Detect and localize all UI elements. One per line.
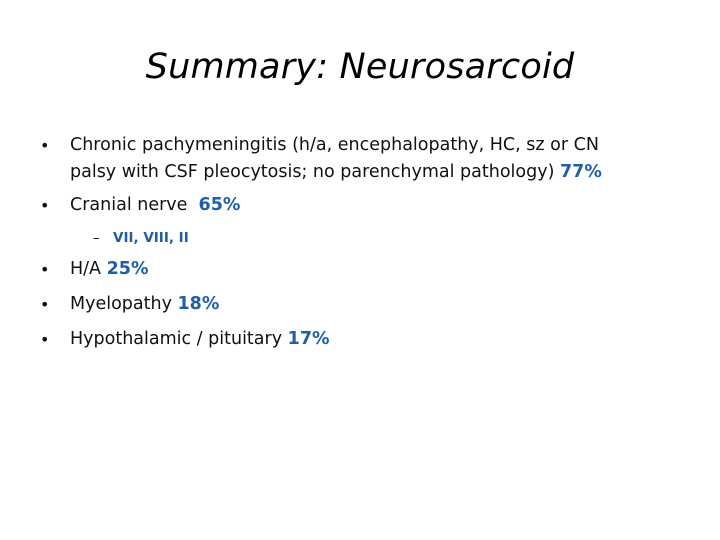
bullet-item-pachymeningitis: [36, 132, 696, 186]
bullet-percent: 17%: [287, 329, 330, 349]
bullet-text: Chronic pachymeningitis (h/a, encephalopathy, HC, sz or CN: [70, 135, 599, 155]
sub-bullet-dash: –: [93, 230, 100, 246]
bullet-item-headache: [36, 256, 696, 283]
bullet-text: Hypothalamic / pituitary: [70, 329, 288, 349]
bullet-text: H/A: [70, 259, 107, 279]
bullet-dot: •: [40, 196, 50, 215]
bullet-text: Cranial nerve: [70, 195, 199, 215]
bullet-dot: •: [40, 295, 50, 314]
bullet-text: Myelopathy: [70, 294, 178, 314]
bullet-item-hypothalamic: [36, 326, 696, 353]
bullet-percent: 65%: [198, 195, 241, 215]
bullet-percent: 25%: [106, 259, 149, 279]
bullet-text-continued: palsy with CSF pleocytosis; no parenchymal pathology): [70, 162, 560, 182]
bullet-dot: •: [40, 260, 50, 279]
bullet-percent: 18%: [177, 294, 220, 314]
bullet-dot: •: [40, 136, 50, 155]
bullet-dot: •: [40, 330, 50, 349]
bullet-list: [36, 132, 696, 353]
bullet-percent: 77%: [559, 162, 602, 182]
slide-title: Summary: Neurosarcoid: [145, 47, 575, 87]
sub-bullet-text: VII, VIII, II: [113, 230, 189, 246]
bullet-item-myelopathy: [36, 291, 696, 318]
sub-bullet-cranial-nerves: [36, 228, 696, 248]
bullet-item-cranial-nerve: [36, 192, 696, 219]
